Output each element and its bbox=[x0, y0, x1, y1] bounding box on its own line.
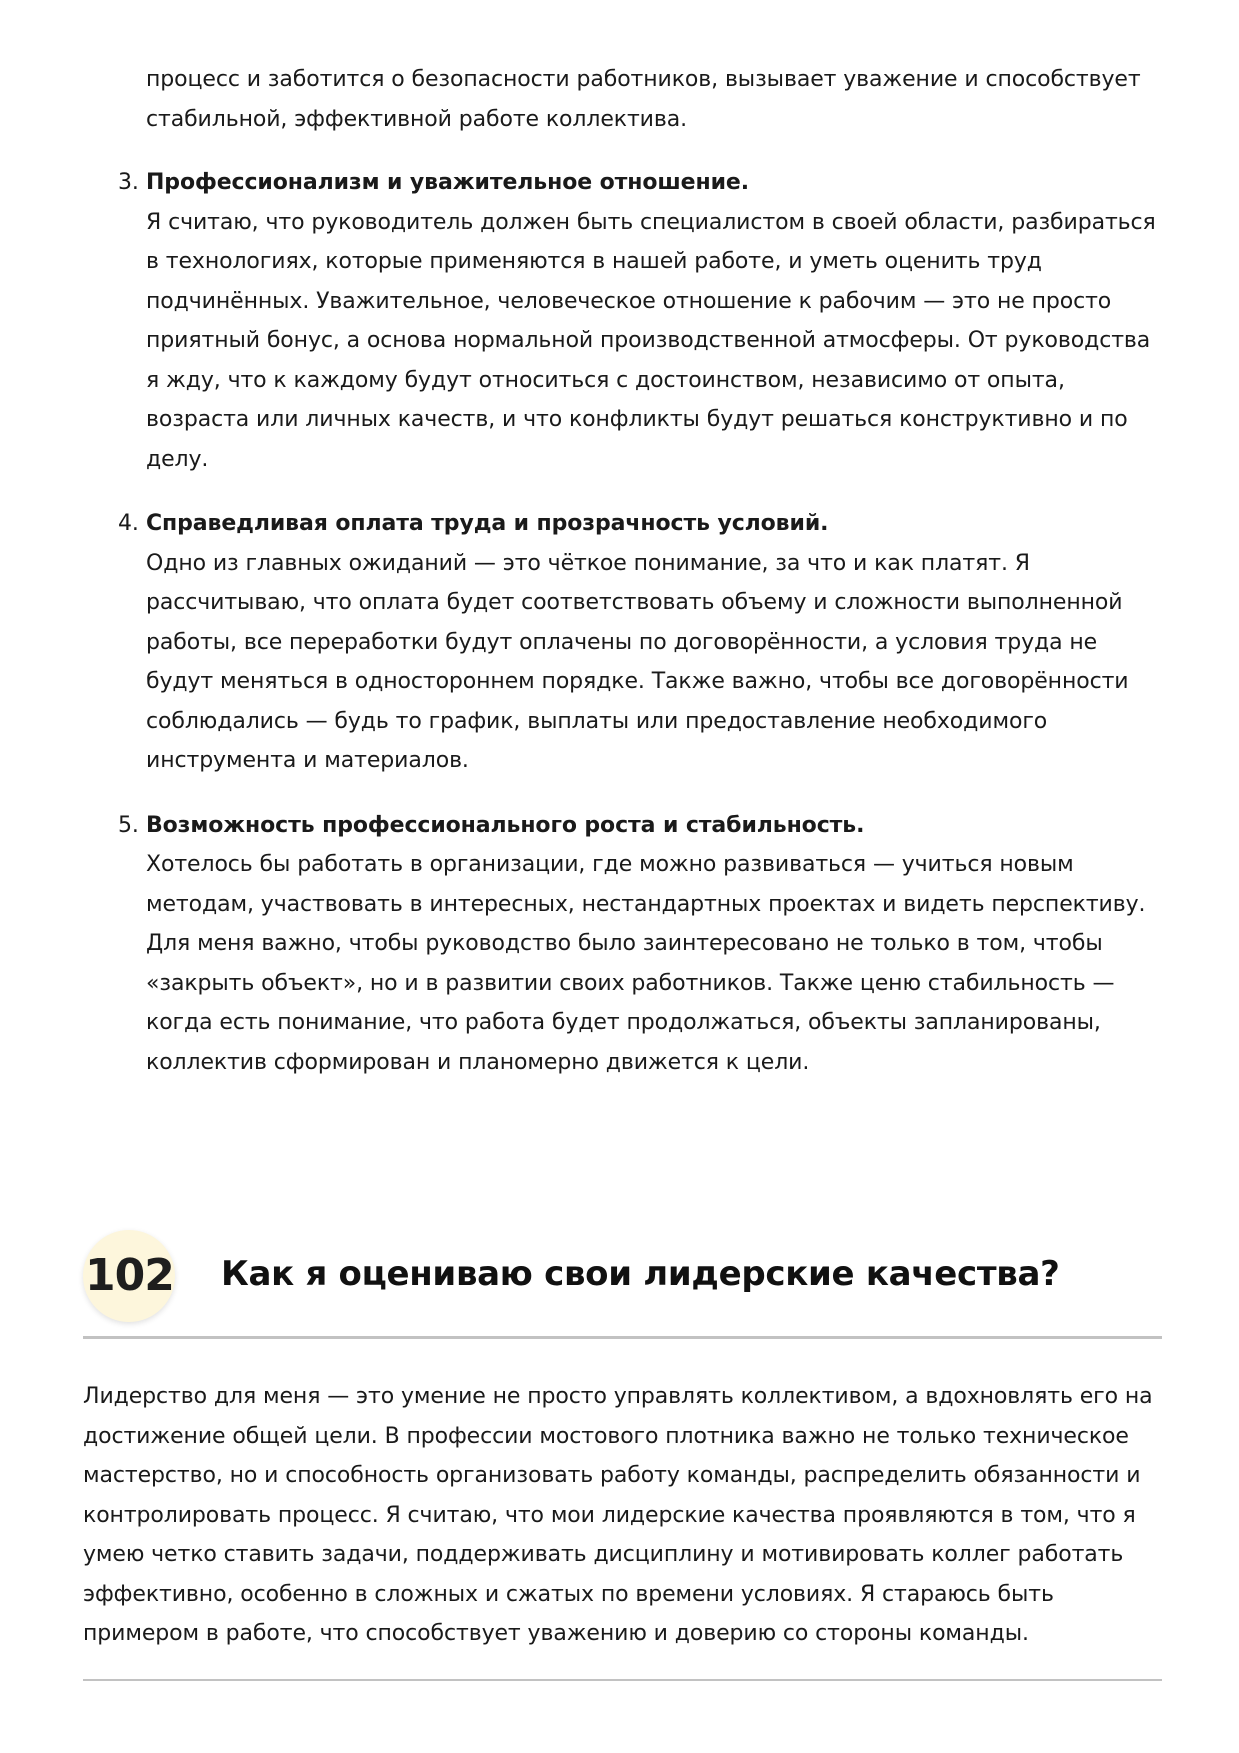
list-item bbox=[118, 806, 1166, 1083]
list-item-continuation: процесс и заботится о безопасности работников, вызывает уважение и способствует стабильной, эффективной работе коллектива. bbox=[146, 67, 1141, 132]
section-number: 102 bbox=[85, 1250, 174, 1301]
list-item-title: Справедливая оплата труда и прозрачность условий. bbox=[146, 511, 829, 536]
section-divider bbox=[83, 1679, 1162, 1681]
list-item-number: 3. bbox=[118, 170, 139, 195]
section-paragraph: Лидерство для меня — это умение не просто управлять коллективом, а вдохновлять его на достижение общей цели. В профессии мостового плотника важно не только техническое мастерство, но и способность организовать работу команды, распределить обязанности и контролировать процесс. Я считаю, что мои лидерские качества проявляются в том, что я умею четко ставить задачи, поддерживать дисциплину и мотивировать коллег работать эффективно, особенно в сложных и сжатых по времени условиях. Я стараюсь быть примером в работе, что способствует уважению и доверию со стороны команды. bbox=[83, 1384, 1153, 1646]
list-item-number: 5. bbox=[118, 812, 139, 838]
list-item-title: Профессионализм и уважительное отношение. bbox=[146, 170, 749, 195]
list-item-number: 4. bbox=[118, 511, 139, 536]
list-item-body: Одно из главных ожиданий — это чёткое понимание, за что и как платят. Я рассчитываю, что оплата будет соответствовать объему и сложности выполненной работы, все переработки будут оплачены по договорённости, а условия труда не будут меняться в одностороннем порядке. Также важно, чтобы все договорённости соблюдались — будь то график, выплаты или предоставление необходимого инструмента и материалов. bbox=[146, 550, 1129, 773]
section-title: Как я оцениваю свои лидерские качества? bbox=[221, 1254, 1060, 1294]
section-header bbox=[83, 1228, 1162, 1339]
list-item-body: Я считаю, что руководитель должен быть специалистом в своей области, разбираться в технологиях, которые применяются в нашей работе, и уметь оценить труд подчинённых. Уважительное, человеческое отношение к рабочим — это не просто приятный бонус, а основа нормальной производственной атмосферы. От руководства я жду, что к каждому будут относиться с достоинством, независимо от опыта, возраста или личных качеств, и что конфликты будут решаться конструктивно и по делу. bbox=[146, 209, 1156, 472]
expectations-list bbox=[118, 60, 1166, 1107]
list-item-body: Хотелось бы работать в организации, где можно развиваться — учиться новым методам, участвовать в интересных, нестандартных проектах и видеть перспективу. Для меня важно, чтобы руководство было заинтересовано не только в том, чтобы «закрыть объект», но и в развитии своих работников. Также ценю стабильность — когда есть понимание, что работа будет продолжаться, объекты запланированы, коллектив сформирован и планомерно движется к цели. bbox=[146, 852, 1146, 1075]
list-item-title: Возможность профессионального роста и стабильность. bbox=[146, 812, 865, 838]
list-item bbox=[118, 163, 1166, 479]
list-item bbox=[118, 504, 1166, 781]
